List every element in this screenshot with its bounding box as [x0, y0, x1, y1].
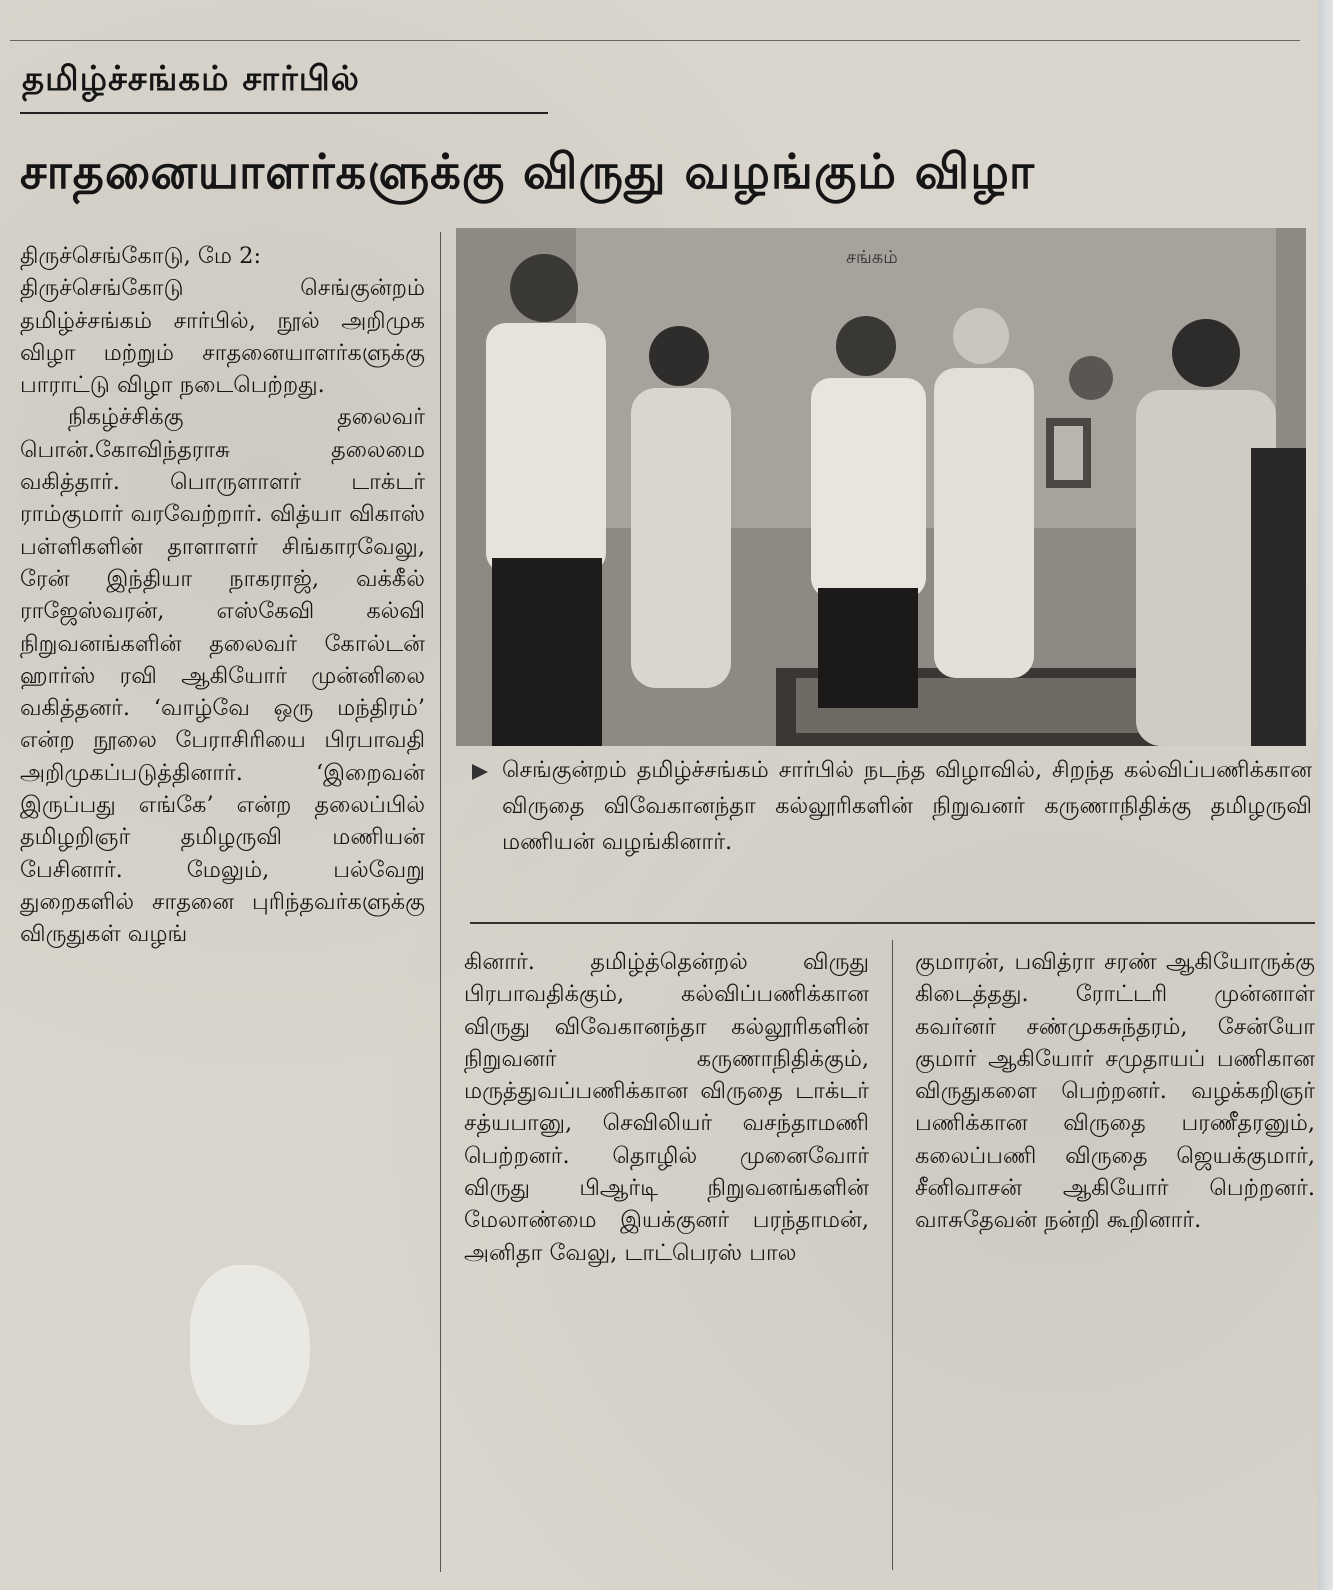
- event-photo-illustration: [456, 228, 1306, 746]
- column-separator: [440, 232, 441, 1572]
- dateline: திருச்செங்கோடு, மே 2:: [20, 243, 262, 269]
- paragraph-1: திருச்செங்கோடு செங்குன்றம் தமிழ்ச்சங்கம் சார்பில், நூல் அறிமுக விழா மற்றும் சாதனையாளர்களுக்கு பாராட்டு விழா நடைபெற்றது.: [20, 275, 425, 399]
- event-photo: [456, 228, 1306, 746]
- paragraph-2: நிகழ்ச்சிக்கு தலைவர் பொன்.கோவிந்தராசு தலைமை வகித்தார். பொருளாளர் டாக்டர் ராம்குமார் வரவேற்றார். வித்யா விகாஸ் பள்ளிகளின் தாளாளர் சிங்காரவேலு, ரேன் இந்தியா நாகராஜ், வக்கீல் ராஜேஸ்வரன், எஸ்கேவி கல்வி நிறுவனங்களின் தலைவர் கோல்டன் ஹார்ஸ் ரவி ஆகியோர் முன்னிலை வகித்தனர். ‘வாழ்வே ஒரு மந்திரம்’ என்ற நூலை பேராசிரியை பிரபாவதி அறிமுகப்படுத்தினார். ‘இறைவன் இருப்பது எங்கே’ என்ற தலைப்பில் தமிழறிஞர் தமிழருவி மணியன் பேசினார். மேலும், பல்வேறு துறைகளில் சாதனை புரிந்தவர்களுக்கு விருதுகள் வழங்: [20, 404, 425, 948]
- banner-text: சங்கம்: [846, 247, 898, 268]
- photo-caption: செங்குன்றம் தமிழ்ச்சங்கம் சார்பில் நடந்த விழாவில், சிறந்த கல்விப்பணிக்கான விருதை விவேகானந்தா கல்லூரிகளின் நிறுவனர் கருணாநிதிக்கு தமிழருவி மணியன் வழங்கினார்.: [502, 757, 1312, 855]
- caption-rule: [470, 922, 1315, 924]
- top-rule: [10, 40, 1300, 41]
- column-separator: [892, 940, 893, 1570]
- kicker: தமிழ்ச்சங்கம் சார்பில்: [22, 59, 360, 99]
- background-edge: [1318, 0, 1333, 1590]
- article-column-2: [464, 946, 869, 1570]
- kicker-rule: [20, 112, 548, 114]
- photo-caption-block: [470, 752, 1315, 912]
- headline: சாதனையாளர்களுக்கு விருது வழங்கும் விழா: [20, 144, 1035, 200]
- column-2-text: கினார். தமிழ்த்தென்றல் விருது பிரபாவதிக்கும், கல்விப்பணிக்கான விருது விவேகானந்தா கல்லூரிகளின் நிறுவனர் கருணாநிதிக்கும், மருத்துவப்பணிக்கான விருதை டாக்டர் சத்யபானு, செவிலியர் வசந்தாமணி பெற்றனர். தொழில் முனைவோர் விருது பிஆர்டி நிறுவனங்களின் மேலாண்மை இயக்குனர் பரந்தாமன், அனிதா வேலு, டாட்பெரஸ் பால: [464, 949, 869, 1266]
- article-column-3: [915, 946, 1315, 1570]
- column-3-text: குமாரன், பவித்ரா சரண் ஆகியோருக்கு கிடைத்தது. ரோட்டரி முன்னாள் கவர்னர் சண்முகசுந்தரம், சேன்யோ குமார் ஆகியோர் சமுதாயப் பணிகான விருதுகளை பெற்றனர். வழக்கறிஞர் பணிக்கான விருதை பரணீதரனும், கலைப்பணி விருதை ஜெயக்குமார், சீனிவாசன் ஆகியோர் பெற்றனர். வாசுதேவன் நன்றி கூறினார்.: [915, 949, 1315, 1234]
- paper-stain: [190, 1265, 310, 1425]
